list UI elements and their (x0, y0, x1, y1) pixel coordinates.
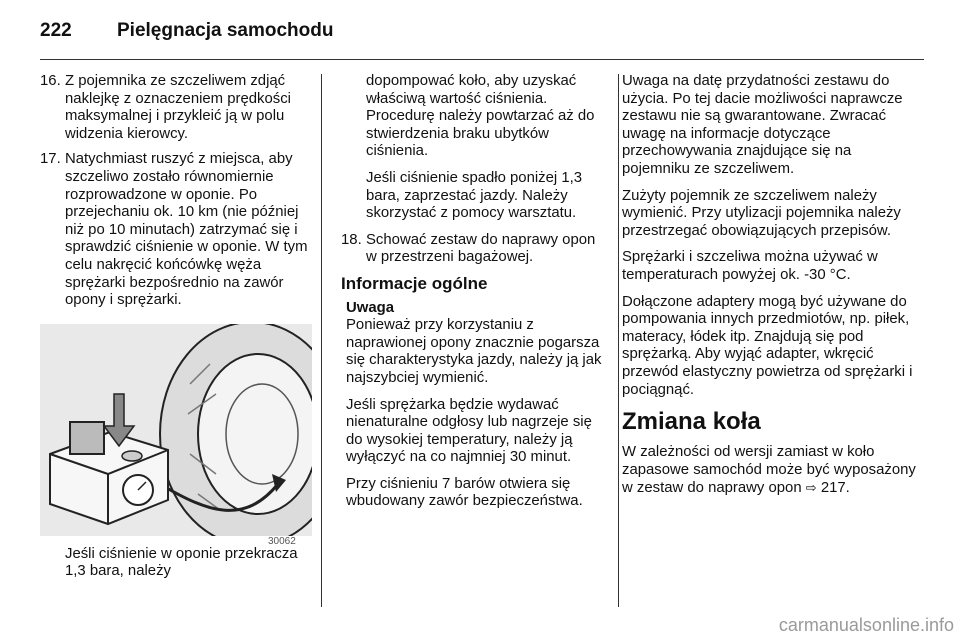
paragraph-text: W zależności od wersji zamiast w koło zapasowe samochód może być wyposażony w zestaw do naprawy opon (622, 444, 916, 497)
list-item-number: 16. (40, 73, 61, 89)
header-rule (40, 59, 924, 60)
list-item (40, 151, 312, 309)
list-item-text: Z pojemnika ze szczeliwem zdjąć naklejkę z oznaczeniem prędkości maksymalnej i przykleić ją w polu widzenia kierowcy. (65, 73, 291, 142)
power-button-icon (122, 451, 142, 461)
list-item-text: Schować zestaw do naprawy opon w przestrzeni bagażowej. (366, 231, 596, 266)
paragraph: Zużyty pojemnik ze szczeliwem należy wymienić. Przy utylizacji pojemnika należy przestrzegać obowiązujących przepisów. (622, 187, 901, 239)
page-reference-link[interactable]: 217. (820, 480, 850, 497)
paragraph: Przy ciśnieniu 7 barów otwiera się wbudowany zawór bezpieczeństwa. (346, 475, 583, 510)
wheel-rim (198, 354, 312, 514)
section-heading: Zmiana koła (622, 408, 761, 436)
column-2 (341, 73, 609, 520)
sealant-bottle-icon (70, 422, 104, 454)
paragraph (622, 444, 917, 498)
compressor-illustration-svg (40, 324, 312, 536)
paragraph: Uwaga na datę przydatności zestawu do użycia. Po tej dacie możliwości naprawcze zestawu nie są gwarantowane. Zwracać uwagę na informacje dotyczące przechowywania znajdujące się na pojemniku ze szczeliwem. (622, 73, 903, 177)
page-header (0, 0, 960, 62)
compressor-illustration (40, 324, 312, 536)
list-item (341, 232, 609, 267)
note-label: Uwaga (346, 299, 394, 316)
column-3 (622, 73, 917, 507)
paragraph: Jeśli ciśnienie w oponie przekracza 1,3 bara, należy (65, 545, 298, 580)
list-item-number: 18. (341, 231, 362, 248)
watermark: carmanualsonline.info (778, 615, 954, 635)
paragraph: Jeśli sprężarka będzie wydawać nienaturalne odgłosy lub nagrzeje się do wysokiej temperatury, należy ją wyłączyć na co najmniej 30 minut. (346, 396, 592, 466)
page-title: Pielęgnacja samochodu (117, 20, 334, 41)
column-divider-1 (321, 74, 322, 607)
paragraph: Sprężarki i szczeliwa można używać w temperaturach powyżej ok. -30 °C. (622, 249, 878, 283)
section-heading: Informacje ogólne (341, 273, 488, 293)
page-reference-arrow-icon: ⇨ (805, 480, 817, 496)
figure-id: 30062 (268, 536, 296, 547)
page-number: 222 (40, 20, 72, 41)
list-item-number: 17. (40, 151, 61, 168)
column-1 (40, 73, 312, 590)
paragraph: Dołączone adaptery mogą być używane do pompowania innych przedmiotów, np. piłek, materacy, łódek itp. Znajdują się pod sprężarką. Aby wyjąć adapter, wkręcić przewód elastyczny powietrza od sprężarki i pociągnąć. (622, 293, 913, 398)
paragraph: dopompować koło, aby uzyskać właściwą wartość ciśnienia. Procedurę należy powtarzać aż do stwierdzenia braku ubytków ciśnienia. (366, 73, 595, 160)
list-item (40, 73, 312, 143)
list-item-text: Natychmiast ruszyć z miejsca, aby szczeliwo zostało równomiernie rozprowadzone w oponie. Po przejechaniu ok. 10 km (nie później niż po 10 minutach) zatrzymać się i sprawdzić ciśnienie w oponie. W tym celu nakręcić końcówkę węża sprężarki bezpośrednio na zawór opony i sprężarki. (65, 151, 308, 309)
column-divider-2 (618, 74, 619, 607)
paragraph: Jeśli ciśnienie spadło poniżej 1,3 bara, zaprzestać jazdy. Należy skorzystać z pomocy warsztatu. (366, 169, 583, 222)
paragraph: Ponieważ przy korzystaniu z naprawionej opony znacznie pogarsza się charakterystyka jazdy, należy ją jak najszybciej wymienić. (346, 317, 602, 386)
note-block (341, 300, 609, 512)
